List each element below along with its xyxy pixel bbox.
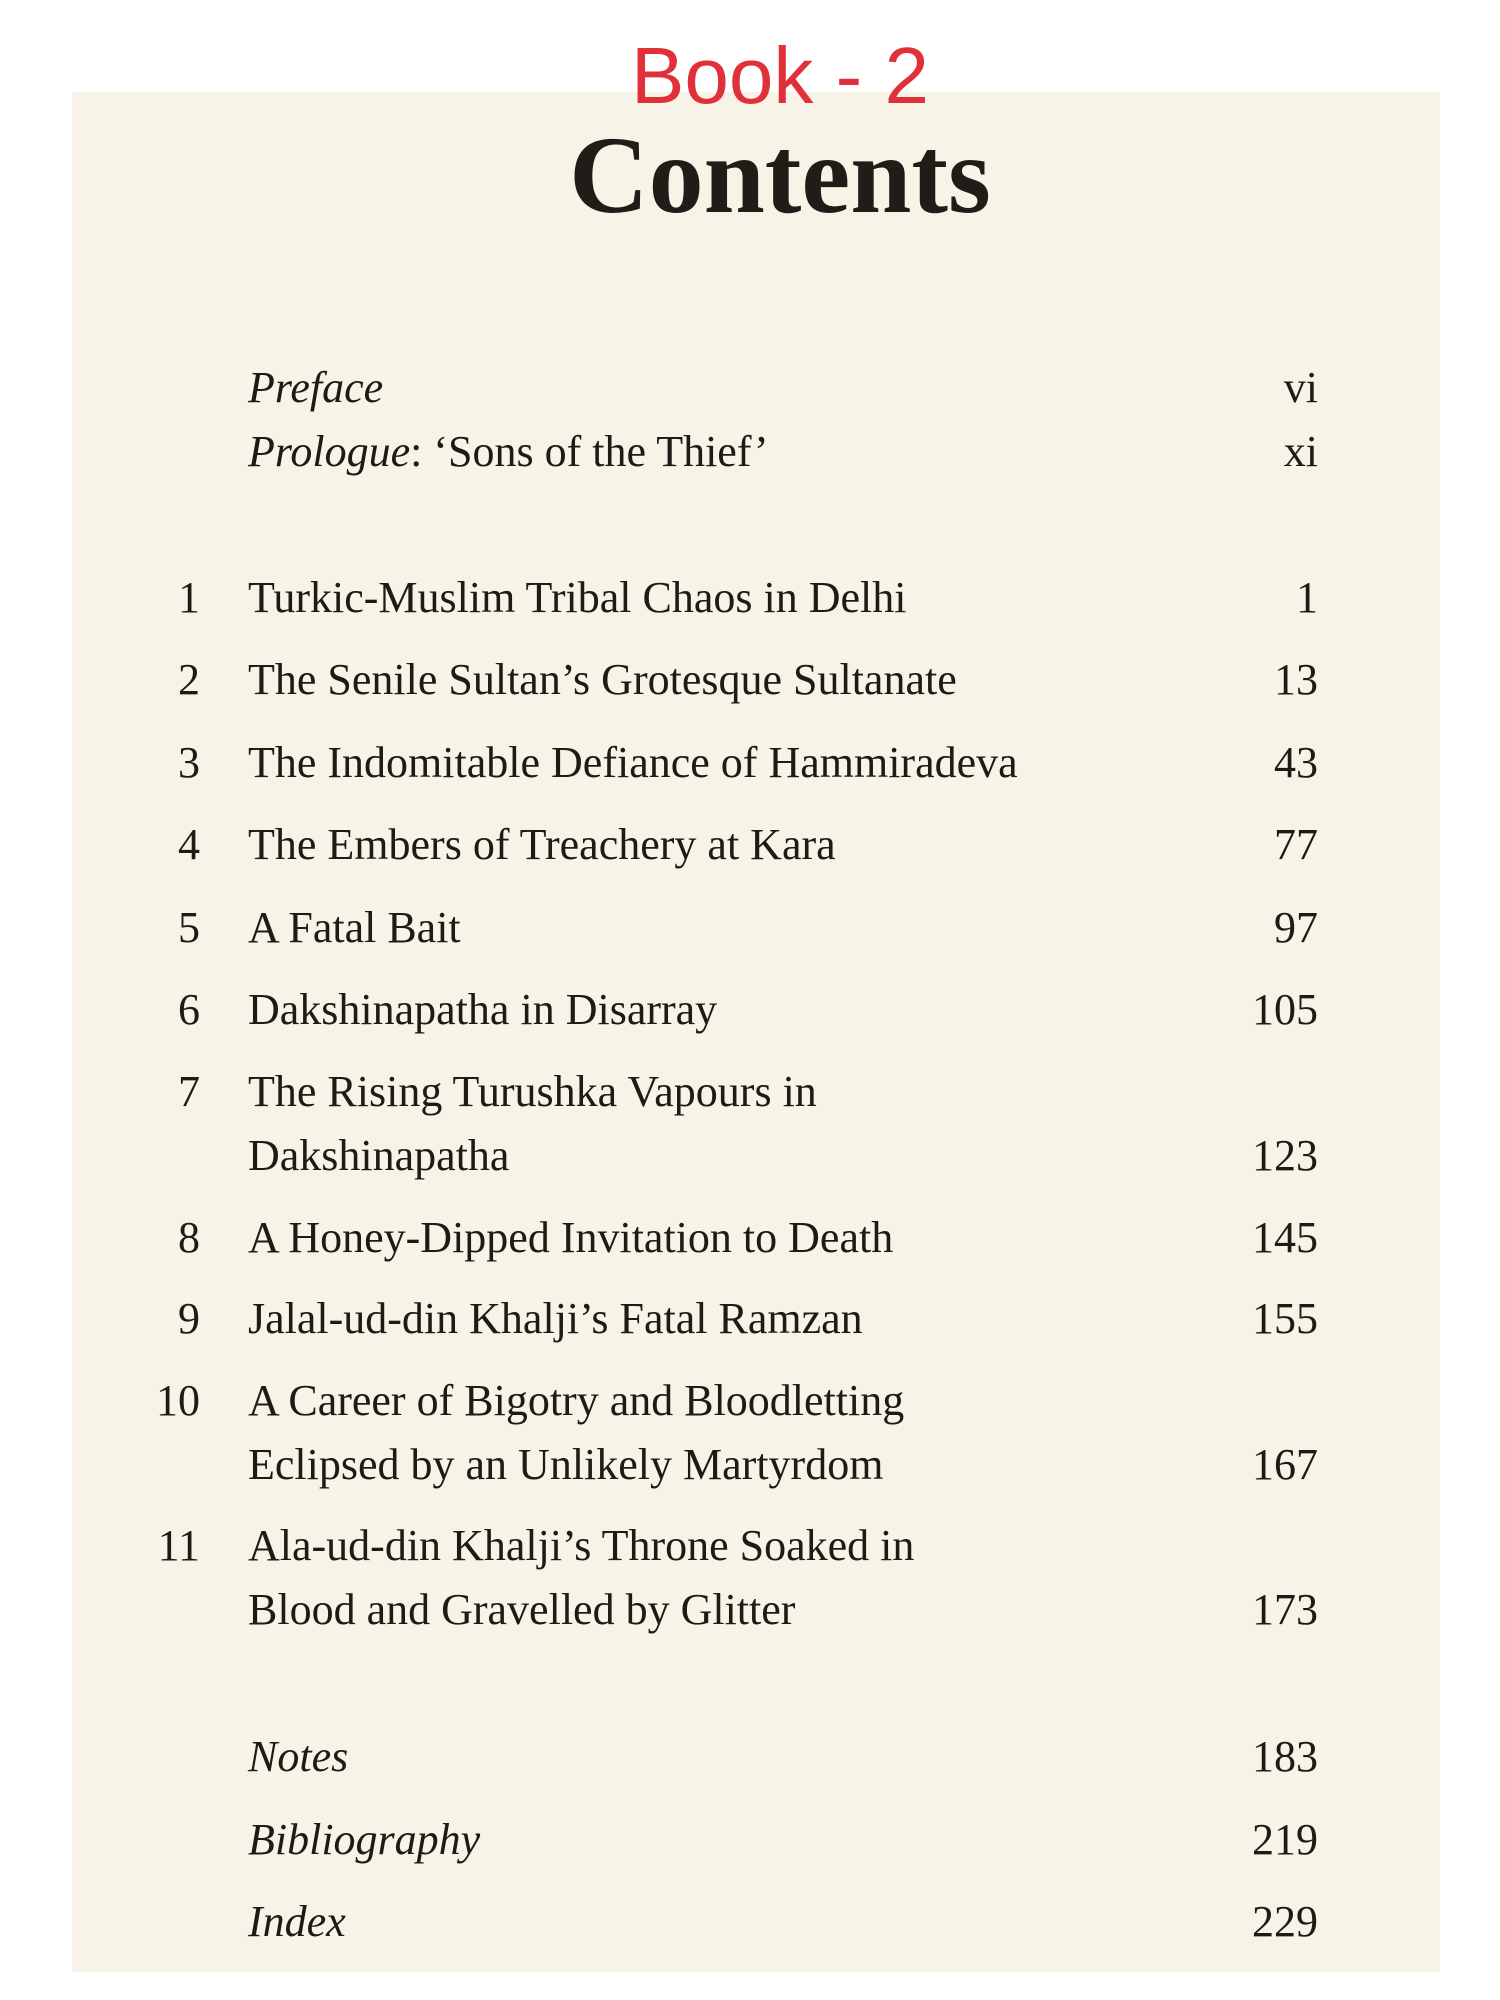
front-matter-italic-title: Preface	[248, 363, 384, 412]
chapter-title: A Fatal Bait	[248, 903, 461, 952]
chapter-title: Jalal-ud-din Khalji’s Fatal Ramzan	[248, 1294, 863, 1343]
front-matter-page: vi	[1283, 363, 1318, 412]
chapter-page: 1	[1296, 573, 1318, 622]
chapter-page: 13	[1274, 655, 1318, 704]
chapter-number: 3	[178, 738, 200, 787]
chapter-number: 8	[178, 1213, 200, 1262]
chapter-page: 145	[1252, 1213, 1318, 1262]
chapter-title: The Embers of Treachery at Kara	[248, 820, 836, 869]
chapter-page: 77	[1274, 820, 1318, 869]
book-label: Book - 2	[631, 31, 929, 120]
chapter-title: A Career of Bigotry and Bloodletting Eclipsed by an Unlikely Martyrdom	[248, 1376, 905, 1489]
front-matter-subtitle: : ‘Sons of the Thief’	[410, 427, 769, 476]
chapter-title: Dakshinapatha in Disarray	[248, 985, 718, 1034]
chapter-number: 10	[156, 1376, 200, 1425]
chapter-number: 1	[178, 573, 200, 622]
page-title: Contents	[569, 114, 991, 236]
chapter-page: 173	[1252, 1585, 1318, 1634]
chapter-page: 167	[1252, 1440, 1318, 1489]
chapter-title: The Rising Turushka Vapours in Dakshinapatha	[248, 1067, 817, 1180]
back-matter-page: 183	[1252, 1732, 1318, 1781]
chapter-page: 155	[1252, 1294, 1318, 1343]
chapter-number: 2	[178, 655, 200, 704]
chapter-number: 5	[178, 903, 200, 952]
chapter-number: 4	[178, 820, 200, 869]
back-matter-title: Bibliography	[248, 1815, 481, 1864]
chapter-number: 9	[178, 1294, 200, 1343]
chapter-title: Ala-ud-din Khalji’s Throne Soaked in Blood and Gravelled by Glitter	[248, 1521, 915, 1634]
back-matter-page: 229	[1252, 1897, 1318, 1946]
chapter-number: 11	[157, 1521, 200, 1570]
front-matter-italic-title: Prologue	[248, 427, 411, 476]
chapter-title: A Honey-Dipped Invitation to Death	[248, 1213, 894, 1262]
back-matter-page: 219	[1252, 1815, 1318, 1864]
chapter-title: Turkic-Muslim Tribal Chaos in Delhi	[248, 573, 907, 622]
chapter-page: 105	[1252, 985, 1318, 1034]
chapter-page: 97	[1274, 903, 1318, 952]
front-matter-page: xi	[1283, 427, 1318, 476]
front-matter-title	[248, 356, 1148, 420]
back-matter-title: Notes	[248, 1732, 349, 1781]
chapter-number: 6	[178, 985, 200, 1034]
chapter-number: 7	[178, 1067, 200, 1116]
chapter-page: 123	[1252, 1131, 1318, 1180]
chapter-page: 43	[1274, 738, 1318, 787]
front-matter-title	[248, 420, 1148, 484]
chapter-title: The Senile Sultan’s Grotesque Sultanate	[248, 655, 957, 704]
back-matter-title: Index	[248, 1897, 346, 1946]
chapter-title: The Indomitable Defiance of Hammiradeva	[248, 738, 1018, 787]
